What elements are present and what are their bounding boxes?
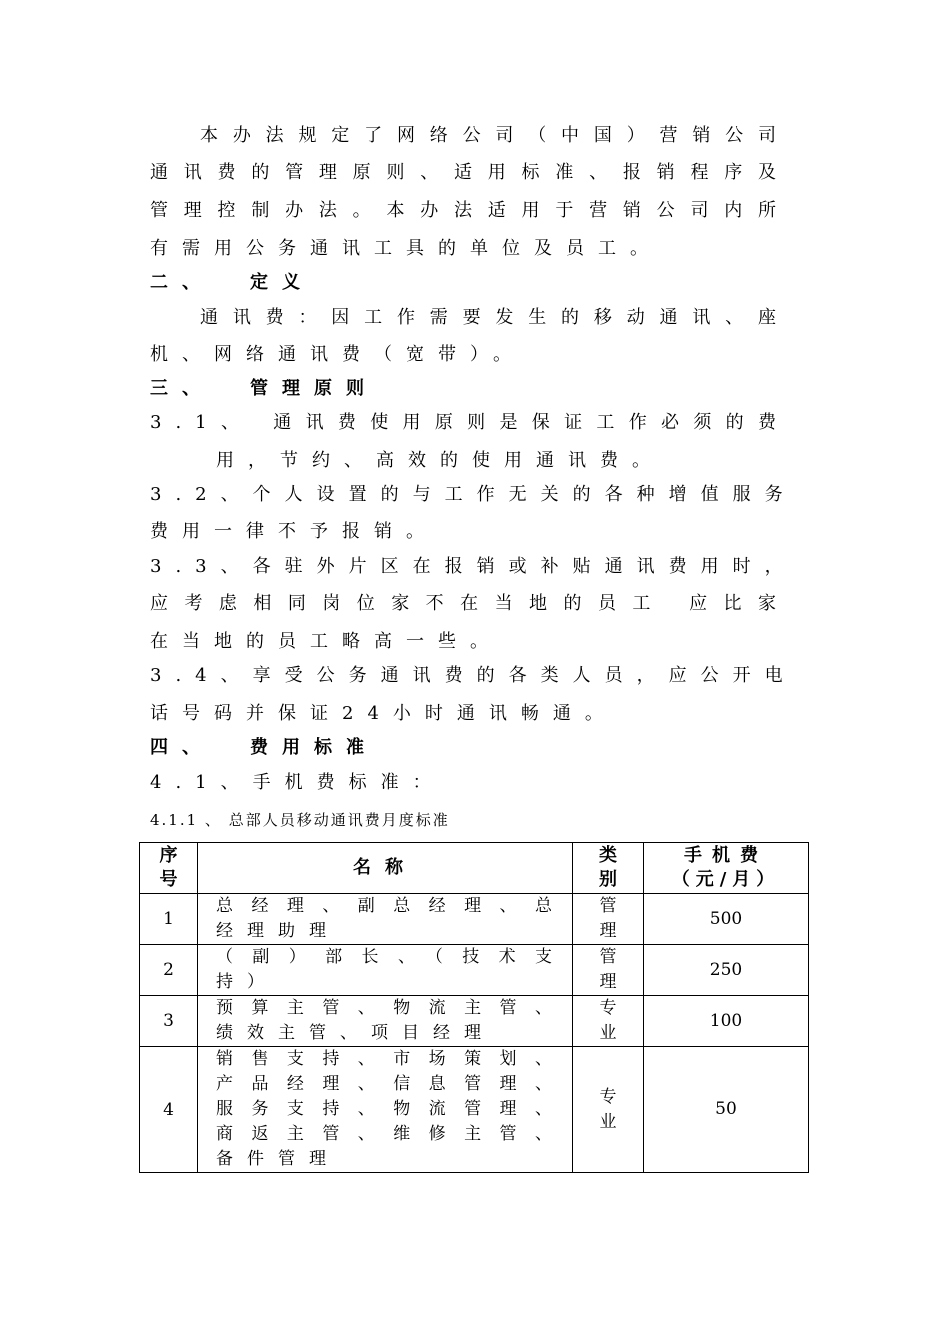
header-fee: 手机费 （元/月） bbox=[644, 843, 809, 894]
item-3-2-line-1: 3.2、个人设置的与工作无关的各种增值服务 bbox=[150, 484, 797, 505]
row-name: 销售支持、市场策划、 产品经理、信息管理、 服务支持、物流管理、 商返主管、维修主管、 备件管理 bbox=[198, 1047, 573, 1173]
table-row bbox=[140, 996, 809, 1047]
header-seq: 序号 bbox=[140, 843, 198, 894]
intro-line-4: 有需用公务通讯工具的单位及员工。 bbox=[150, 238, 662, 259]
row-seq: 1 bbox=[140, 894, 198, 945]
section-4-heading bbox=[150, 736, 790, 760]
intro-line-2: 通讯费的管理原则、适用标准、报销程序及 bbox=[150, 162, 790, 183]
subsection-4-1-1: 4.1.1 、 总部人员移动通讯费月度标准 bbox=[150, 811, 450, 829]
section-3-heading bbox=[150, 377, 790, 401]
item-3-3-line-2: 应考虑相同岗位家不在当地的员工 应比家 bbox=[150, 593, 790, 614]
item-3-2-line-2: 费用一律不予报销。 bbox=[150, 521, 438, 542]
row-name: （副）部长、（技术支 持） bbox=[198, 945, 573, 996]
section-2-line-1: 通讯费：因工作需要发生的移动通讯、座 bbox=[200, 307, 790, 328]
row-name: 总经理、副总经理、总 经理助理 bbox=[198, 894, 573, 945]
row-seq: 4 bbox=[140, 1047, 198, 1173]
item-3-3-line-3: 在当地的员工略高一些。 bbox=[150, 631, 502, 652]
row-category: 管理 bbox=[573, 894, 644, 945]
section-4-number: 四、 bbox=[150, 737, 214, 758]
row-fee: 250 bbox=[644, 945, 809, 996]
header-name: 名称 bbox=[198, 843, 573, 894]
intro-line-3: 管理控制办法。本办法适用于营销公司内所 bbox=[150, 200, 790, 221]
row-seq: 2 bbox=[140, 945, 198, 996]
section-2-line-2: 机、网络通讯费（宽带）。 bbox=[150, 344, 525, 365]
row-name: 预算主管、物流主管、 绩效主管、项目经理 bbox=[198, 996, 573, 1047]
section-2-heading bbox=[150, 271, 790, 295]
section-2-number: 二、 bbox=[150, 272, 214, 293]
intro-line-1: 本办法规定了网络公司（中国）营销公司 bbox=[200, 125, 790, 146]
table-row bbox=[140, 1047, 809, 1173]
row-category: 专业 bbox=[573, 996, 644, 1047]
item-3-1-line-1: 3.1、 通讯费使用原则是保证工作必须的费 bbox=[150, 412, 790, 433]
item-3-1-line-2: 用，节约、高效的使用通讯费。 bbox=[216, 450, 664, 471]
section-4-title: 费用标准 bbox=[250, 737, 378, 758]
row-category: 专业 bbox=[573, 1047, 644, 1173]
row-fee: 500 bbox=[644, 894, 809, 945]
section-3-number: 三、 bbox=[150, 378, 214, 399]
section-3-title: 管理原则 bbox=[250, 378, 378, 399]
fee-standard-table bbox=[139, 842, 809, 1173]
table-header-row bbox=[140, 843, 809, 894]
table-row bbox=[140, 894, 809, 945]
subsection-4-1: 4.1、手机费标准： bbox=[150, 772, 445, 793]
item-3-4-line-2: 话号码并保证24小时通讯畅通。 bbox=[150, 703, 617, 724]
row-category: 管理 bbox=[573, 945, 644, 996]
item-3-3-line-1: 3.3、各驻外片区在报销或补贴通讯费用时， bbox=[150, 556, 797, 577]
item-3-4-line-1: 3.4、享受公务通讯费的各类人员，应公开电 bbox=[150, 665, 797, 686]
row-seq: 3 bbox=[140, 996, 198, 1047]
header-category: 类别 bbox=[573, 843, 644, 894]
table-row bbox=[140, 945, 809, 996]
row-fee: 50 bbox=[644, 1047, 809, 1173]
row-fee: 100 bbox=[644, 996, 809, 1047]
section-2-title: 定义 bbox=[250, 272, 314, 293]
